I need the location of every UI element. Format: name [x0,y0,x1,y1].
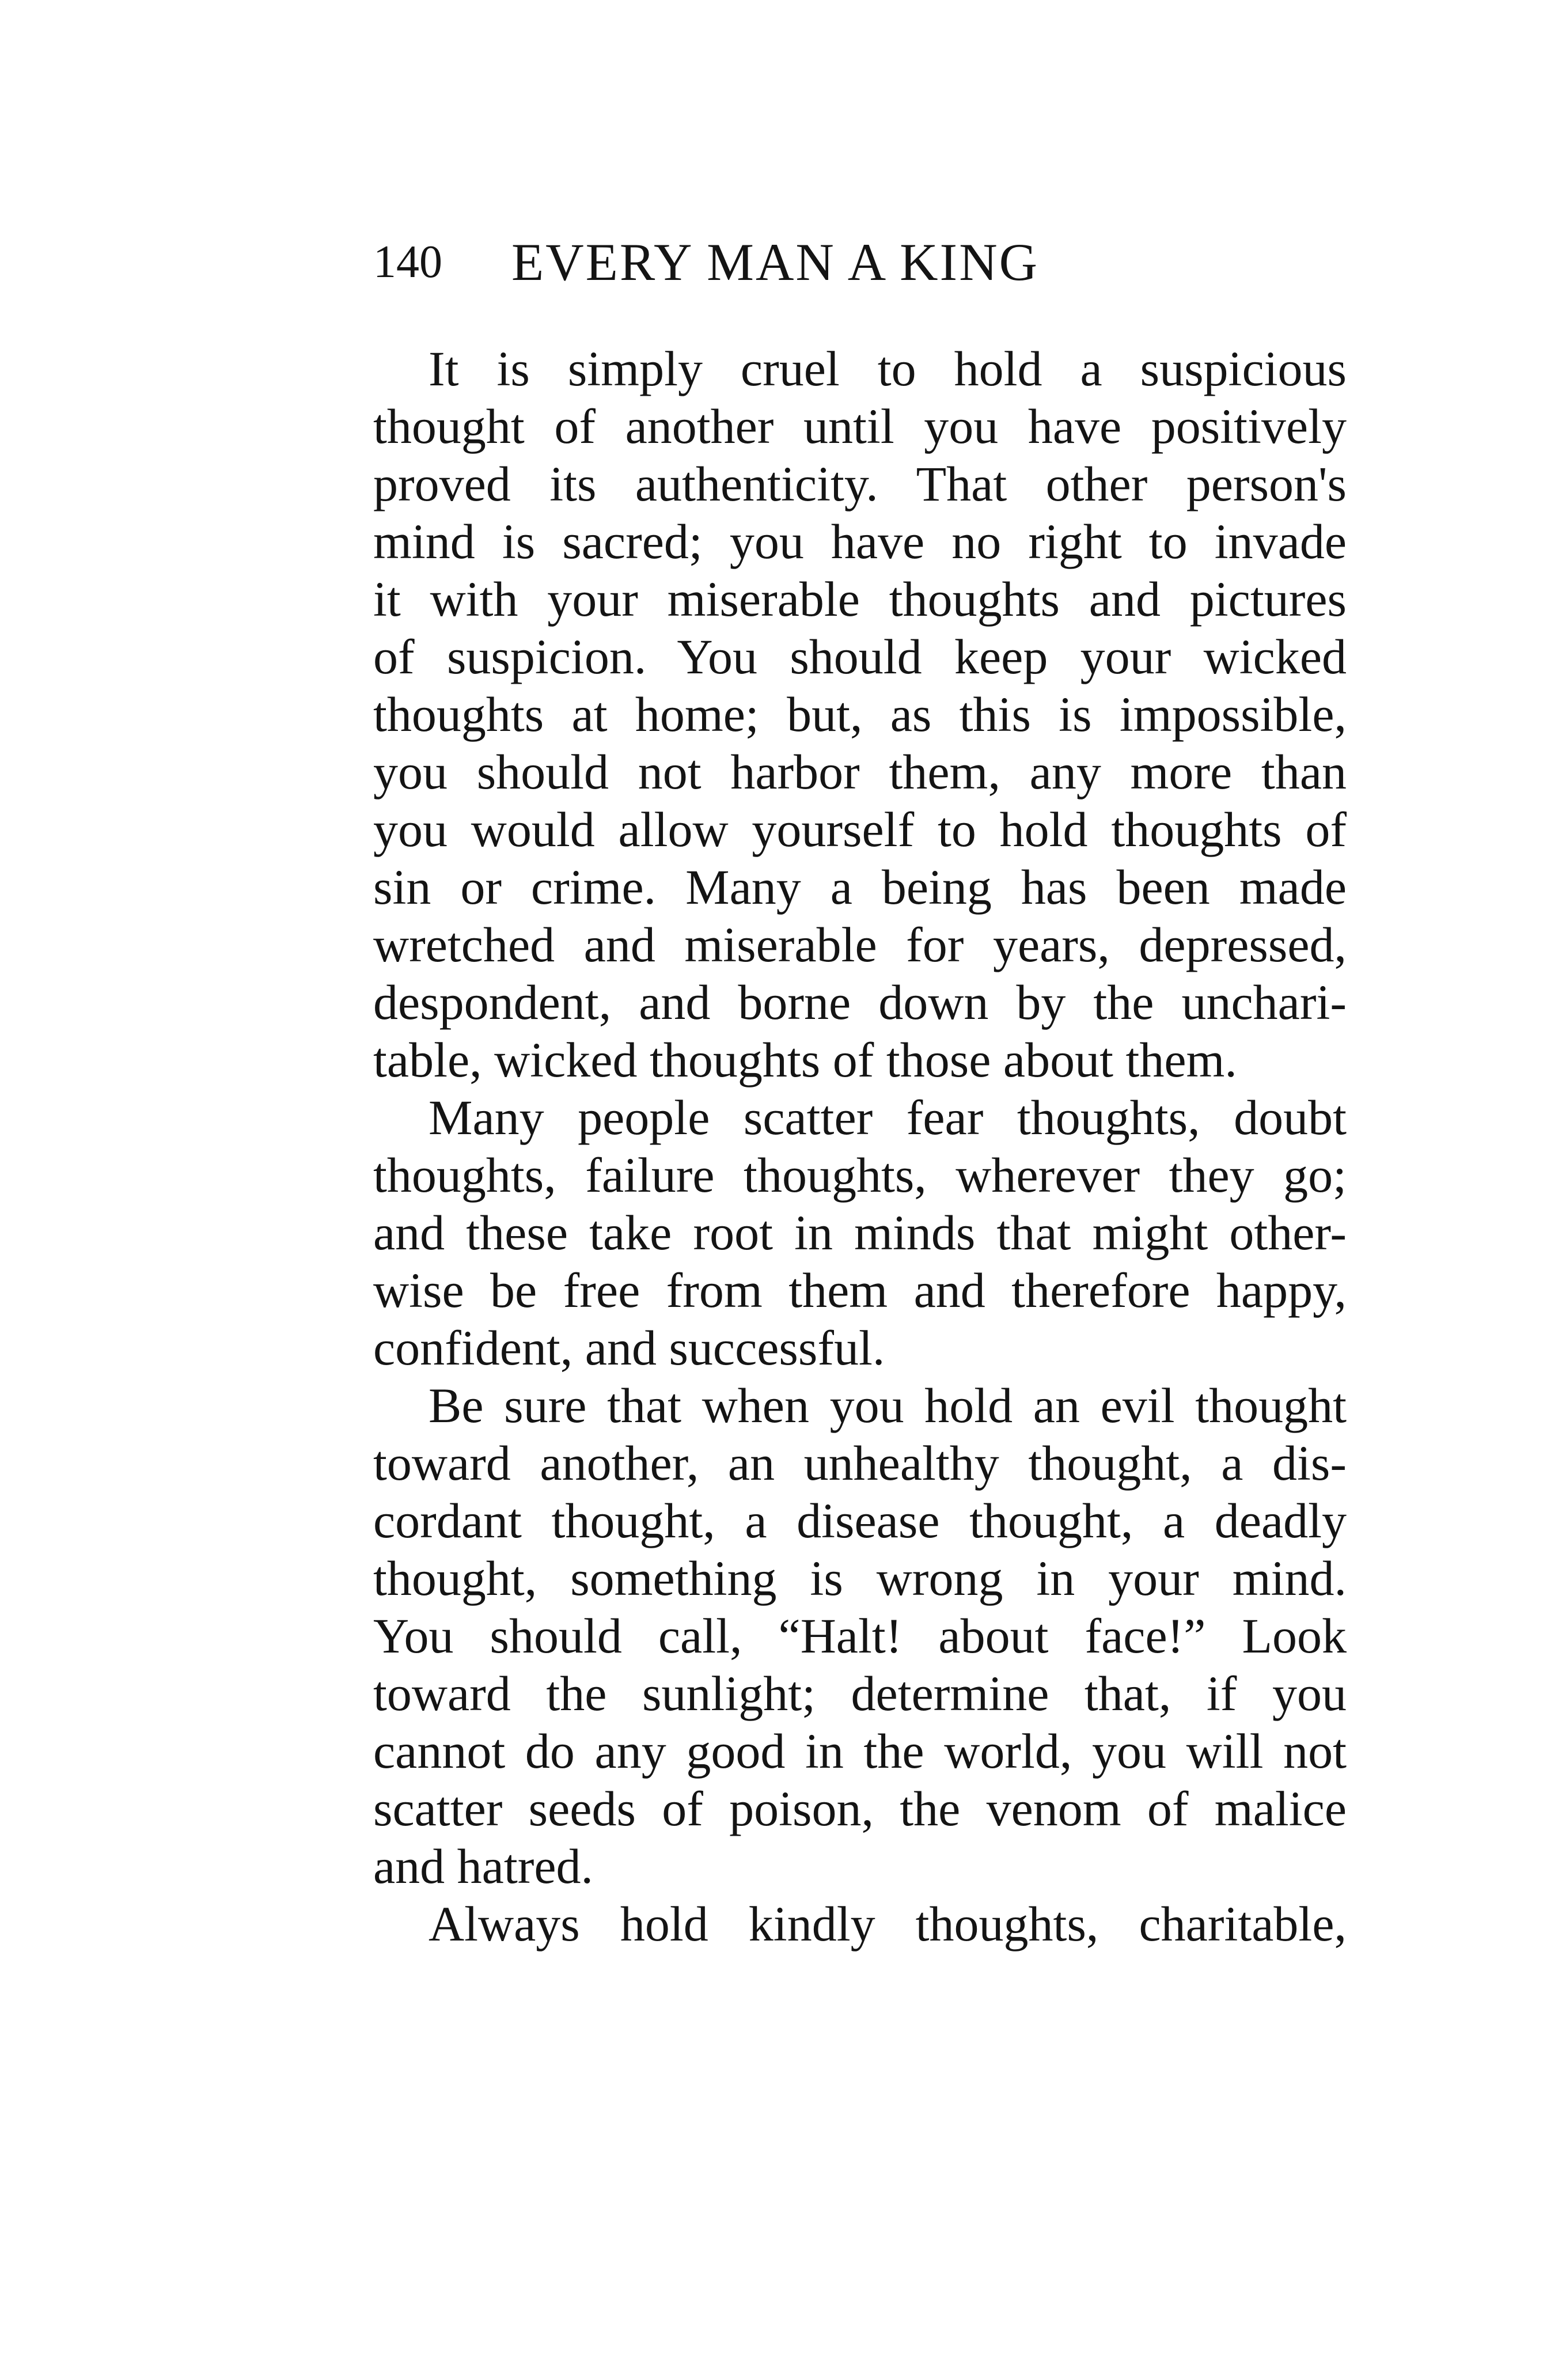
text-line: cannot do any good in the world, you will not [373,1723,1347,1779]
text-line: thoughts at home; but, as this is impossible, [373,687,1347,742]
text-line: table, wicked thoughts of those about them. [373,1032,1237,1087]
text-line: It is simply cruel to hold a suspicious [429,341,1347,396]
text-line: Many people scatter fear thoughts, doubt [429,1090,1347,1145]
text-line: You should call, “Halt! about face!” Look [373,1608,1347,1663]
body-text [373,340,1347,1953]
text-line: toward the sunlight; determine that, if you [373,1666,1347,1721]
text-line: wise be free from them and therefore happy, [373,1263,1347,1318]
text-line: thought, something is wrong in your mind. [373,1551,1347,1606]
text-line: it with your miserable thoughts and pictures [373,571,1347,627]
paragraph-2 [373,1089,1347,1377]
text-line: thought of another until you have positively [373,399,1347,454]
text-line: you would allow yourself to hold thoughts of [373,802,1347,857]
text-line: confident, and successful. [373,1320,885,1375]
text-line: cordant thought, a disease thought, a deadly [373,1493,1347,1548]
text-line: scatter seeds of poison, the venom of malice [373,1781,1347,1836]
paragraph-1 [373,340,1347,1089]
running-head [373,230,1347,294]
text-line: thoughts, failure thoughts, wherever they go; [373,1147,1347,1203]
text-line: you should not harbor them, any more than [373,744,1347,799]
text-line: and hatred. [373,1839,594,1894]
text-line: of suspicion. You should keep your wicked [373,629,1347,684]
text-line: proved its authenticity. That other person's [373,456,1347,511]
text-line: sin or crime. Many a being has been made [373,859,1347,915]
text-line: toward another, an unhealthy thought, a dis- [373,1435,1347,1491]
paragraph-3 [373,1377,1347,1895]
text-line: despondent, and borne down by the unchari- [373,975,1347,1030]
text-line: mind is sacred; you have no right to invade [373,514,1347,569]
book-title: EVERY MAN A KING [511,233,1040,291]
paragraph-4 [373,1895,1347,1953]
page-number: 140 [373,237,442,287]
text-line: Be sure that when you hold an evil thought [429,1378,1347,1433]
text-line: Always hold kindly thoughts, charitable, [429,1896,1347,1951]
text-line: wretched and miserable for years, depressed, [373,917,1347,972]
text-line: and these take root in minds that might other- [373,1205,1347,1260]
